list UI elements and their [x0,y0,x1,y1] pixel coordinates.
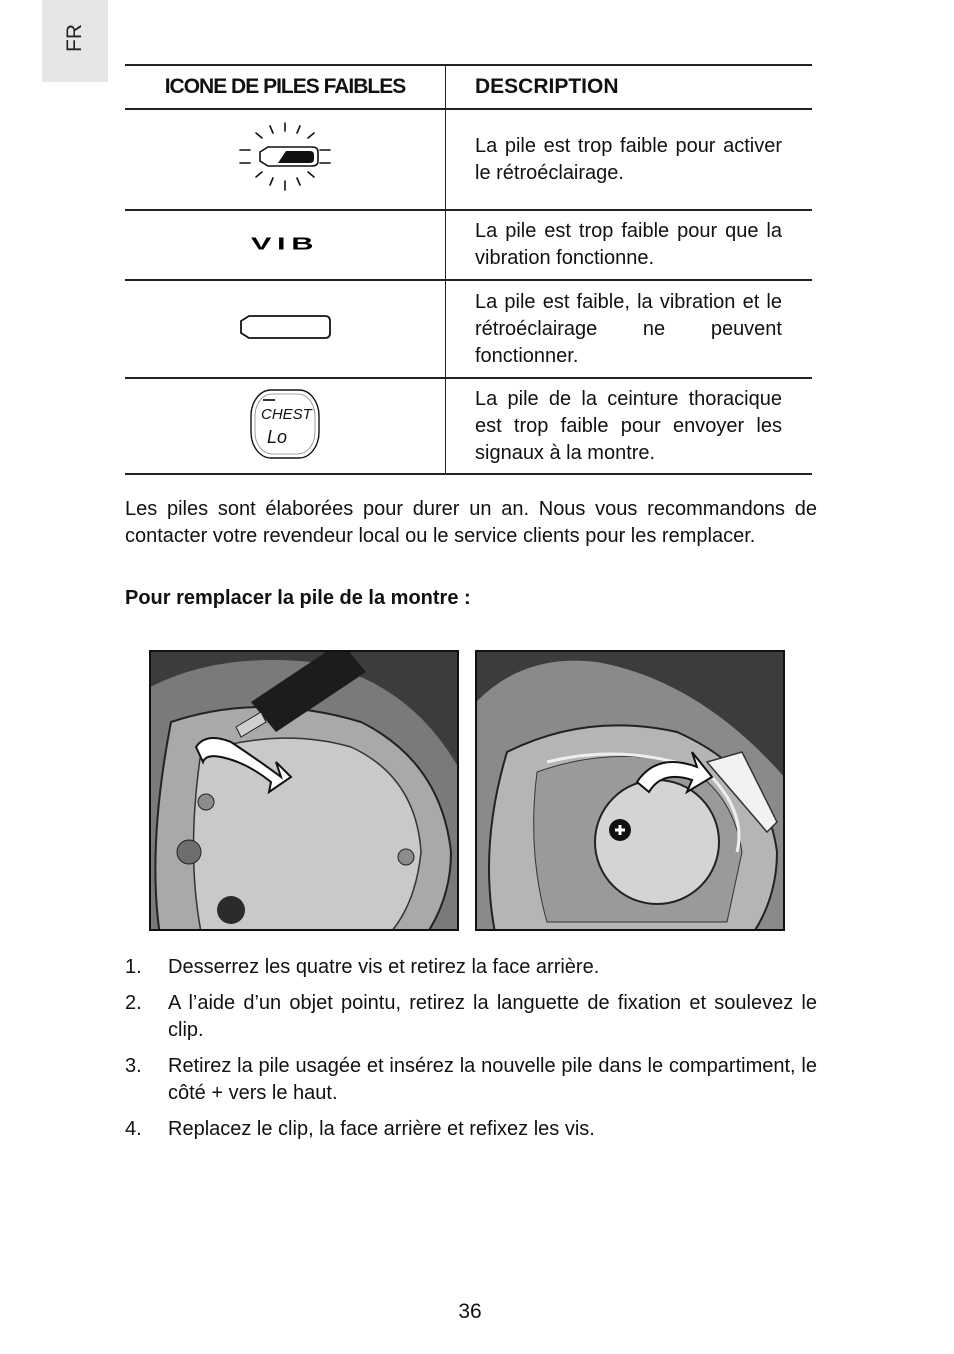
step-text: Replacez le clip, la face arrière et refixez les vis. [168,1118,595,1140]
step-text: Retirez la pile usagée et insérez la nouvelle pile dans le compartiment, le côté + vers le haut. [168,1055,817,1104]
list-item [125,990,817,1044]
vib-icon [235,228,335,258]
table-row [125,109,812,210]
language-tab-label: FR [63,24,86,52]
table-header-description: DESCRIPTION [446,65,813,109]
icon-cell [125,378,446,474]
chest-lo-display-icon [245,387,325,461]
step-number: 3. [125,1055,142,1077]
icon-cell [125,280,446,378]
step-number: 4. [125,1118,142,1140]
icon-cell [125,210,446,280]
vib-icon-text: VIB [250,233,320,254]
description-cell: La pile est trop faible pour activer le rétroéclairage. [446,109,813,210]
watch-back-screwdriver-illustration [149,650,459,931]
section-subheading: Pour remplacer la pile de la montre : [125,587,471,609]
battery-blinking-icon [230,119,340,195]
battery-life-paragraph: Les piles sont élaborées pour durer un an. Nous vous recommandons de contacter votre revendeur local ou le service clients pour les remplacer. [125,498,817,547]
table-row [125,210,812,280]
description-cell: La pile est faible, la vibration et le rétroéclairage ne peuvent fonctionner. [446,280,813,378]
step-number: 2. [125,992,142,1014]
list-item [125,1116,817,1143]
language-tab [42,0,108,82]
description-cell: La pile de la ceinture thoracique est trop faible pour envoyer les signaux à la montre. [446,378,813,474]
low-battery-icons-table [125,64,812,475]
step-text: Desserrez les quatre vis et retirez la face arrière. [168,956,600,978]
page-number: 36 [458,1300,482,1323]
icon-cell [125,109,446,210]
replacement-steps-list [125,954,817,1152]
list-item [125,954,817,981]
table-header-row [125,65,812,109]
table-row [125,280,812,378]
chest-text: CHEST [261,405,312,423]
list-item [125,1053,817,1107]
step-text: A l’aide d’un objet pointu, retirez la languette de fixation et soulevez le clip. [168,992,817,1041]
lo-text: Lo [267,426,288,447]
watch-battery-clip-illustration [475,650,785,931]
table-row [125,378,812,474]
table-header-icon: ICONE DE PILES FAIBLES [125,65,446,109]
step-number: 1. [125,956,142,978]
description-cell: La pile est trop faible pour que la vibration fonctionne. [446,210,813,280]
battery-empty-icon [237,311,333,343]
